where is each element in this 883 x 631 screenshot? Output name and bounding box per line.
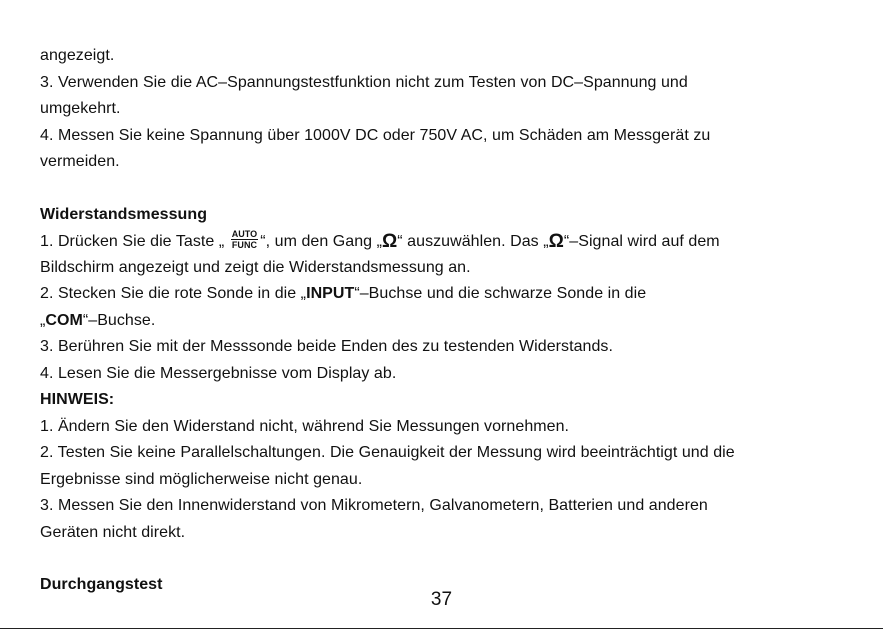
auto-func-key-icon: [231, 229, 259, 250]
note-line: Geräten nicht direkt.: [40, 523, 186, 541]
note-line: 1. Ändern Sie den Widerstand nicht, während Sie Messungen vornehmen.: [40, 417, 570, 435]
spacer: [40, 177, 860, 203]
step-2-text-d: “–Buchse.: [82, 311, 156, 329]
step-1-text-c: “ auszuwählen. Das „: [397, 233, 549, 250]
text-line: 4. Messen Sie keine Spannung über 1000V DC oder 750V AC, um Schäden am Messgerät zu: [40, 126, 711, 144]
ohm-icon: Ω: [548, 231, 564, 252]
step-1-line-2: Bildschirm angezeigt und zeigt die Widerstandsmessung an.: [40, 258, 471, 276]
step-1-line: [40, 229, 860, 256]
step-3-line: 3. Berühren Sie mit der Messsonde beide Enden des zu testenden Widerstands.: [40, 338, 613, 355]
input-socket-label: INPUT: [306, 285, 355, 302]
step-2-text-c: „: [40, 311, 46, 329]
com-socket-label: COM: [45, 311, 83, 329]
spacer: [40, 547, 860, 573]
note-heading: HINWEIS:: [40, 391, 115, 408]
step-2-text-a: 2. Stecken Sie die rote Sonde in die „: [40, 285, 307, 302]
text-line: vermeiden.: [40, 153, 120, 170]
step-2-line-2: [40, 309, 860, 336]
key-label-bottom: FUNC: [231, 240, 258, 251]
note-line: 3. Messen Sie den Innenwiderstand von Mikrometern, Galvanometern, Batterien und anderen: [40, 497, 708, 514]
step-2-text-b: “–Buchse und die schwarze Sonde in die: [354, 285, 647, 302]
text-line: 3. Verwenden Sie die AC–Spannungstestfunktion nicht zum Testen von DC–Spannung und: [40, 73, 688, 91]
page-number: 37: [430, 589, 453, 610]
document-body: [40, 44, 860, 600]
text-line: umgekehrt.: [40, 100, 121, 117]
section-heading-continuity: Durchgangstest: [40, 576, 163, 593]
step-1-text-a: 1. Drücken Sie die Taste „: [40, 233, 229, 250]
note-line: 2. Testen Sie keine Parallelschaltungen. Die Genauigkeit der Messung wird beeinträchtigt und die: [40, 444, 735, 461]
section-heading-resistance: Widerstandsmessung: [40, 205, 208, 223]
step-1-text-d: “–Signal wird auf dem: [563, 233, 720, 250]
step-4-line: 4. Lesen Sie die Messergebnisse vom Display ab.: [40, 364, 397, 382]
text-line: angezeigt.: [40, 47, 115, 64]
step-2-line: [40, 282, 860, 309]
step-1-text-b: “, um den Gang „: [260, 233, 382, 250]
note-line: Ergebnisse sind möglicherweise nicht genau.: [40, 470, 363, 488]
key-label-top: AUTO: [231, 229, 258, 240]
ohm-icon: Ω: [382, 231, 398, 252]
bottom-divider: [0, 628, 883, 629]
